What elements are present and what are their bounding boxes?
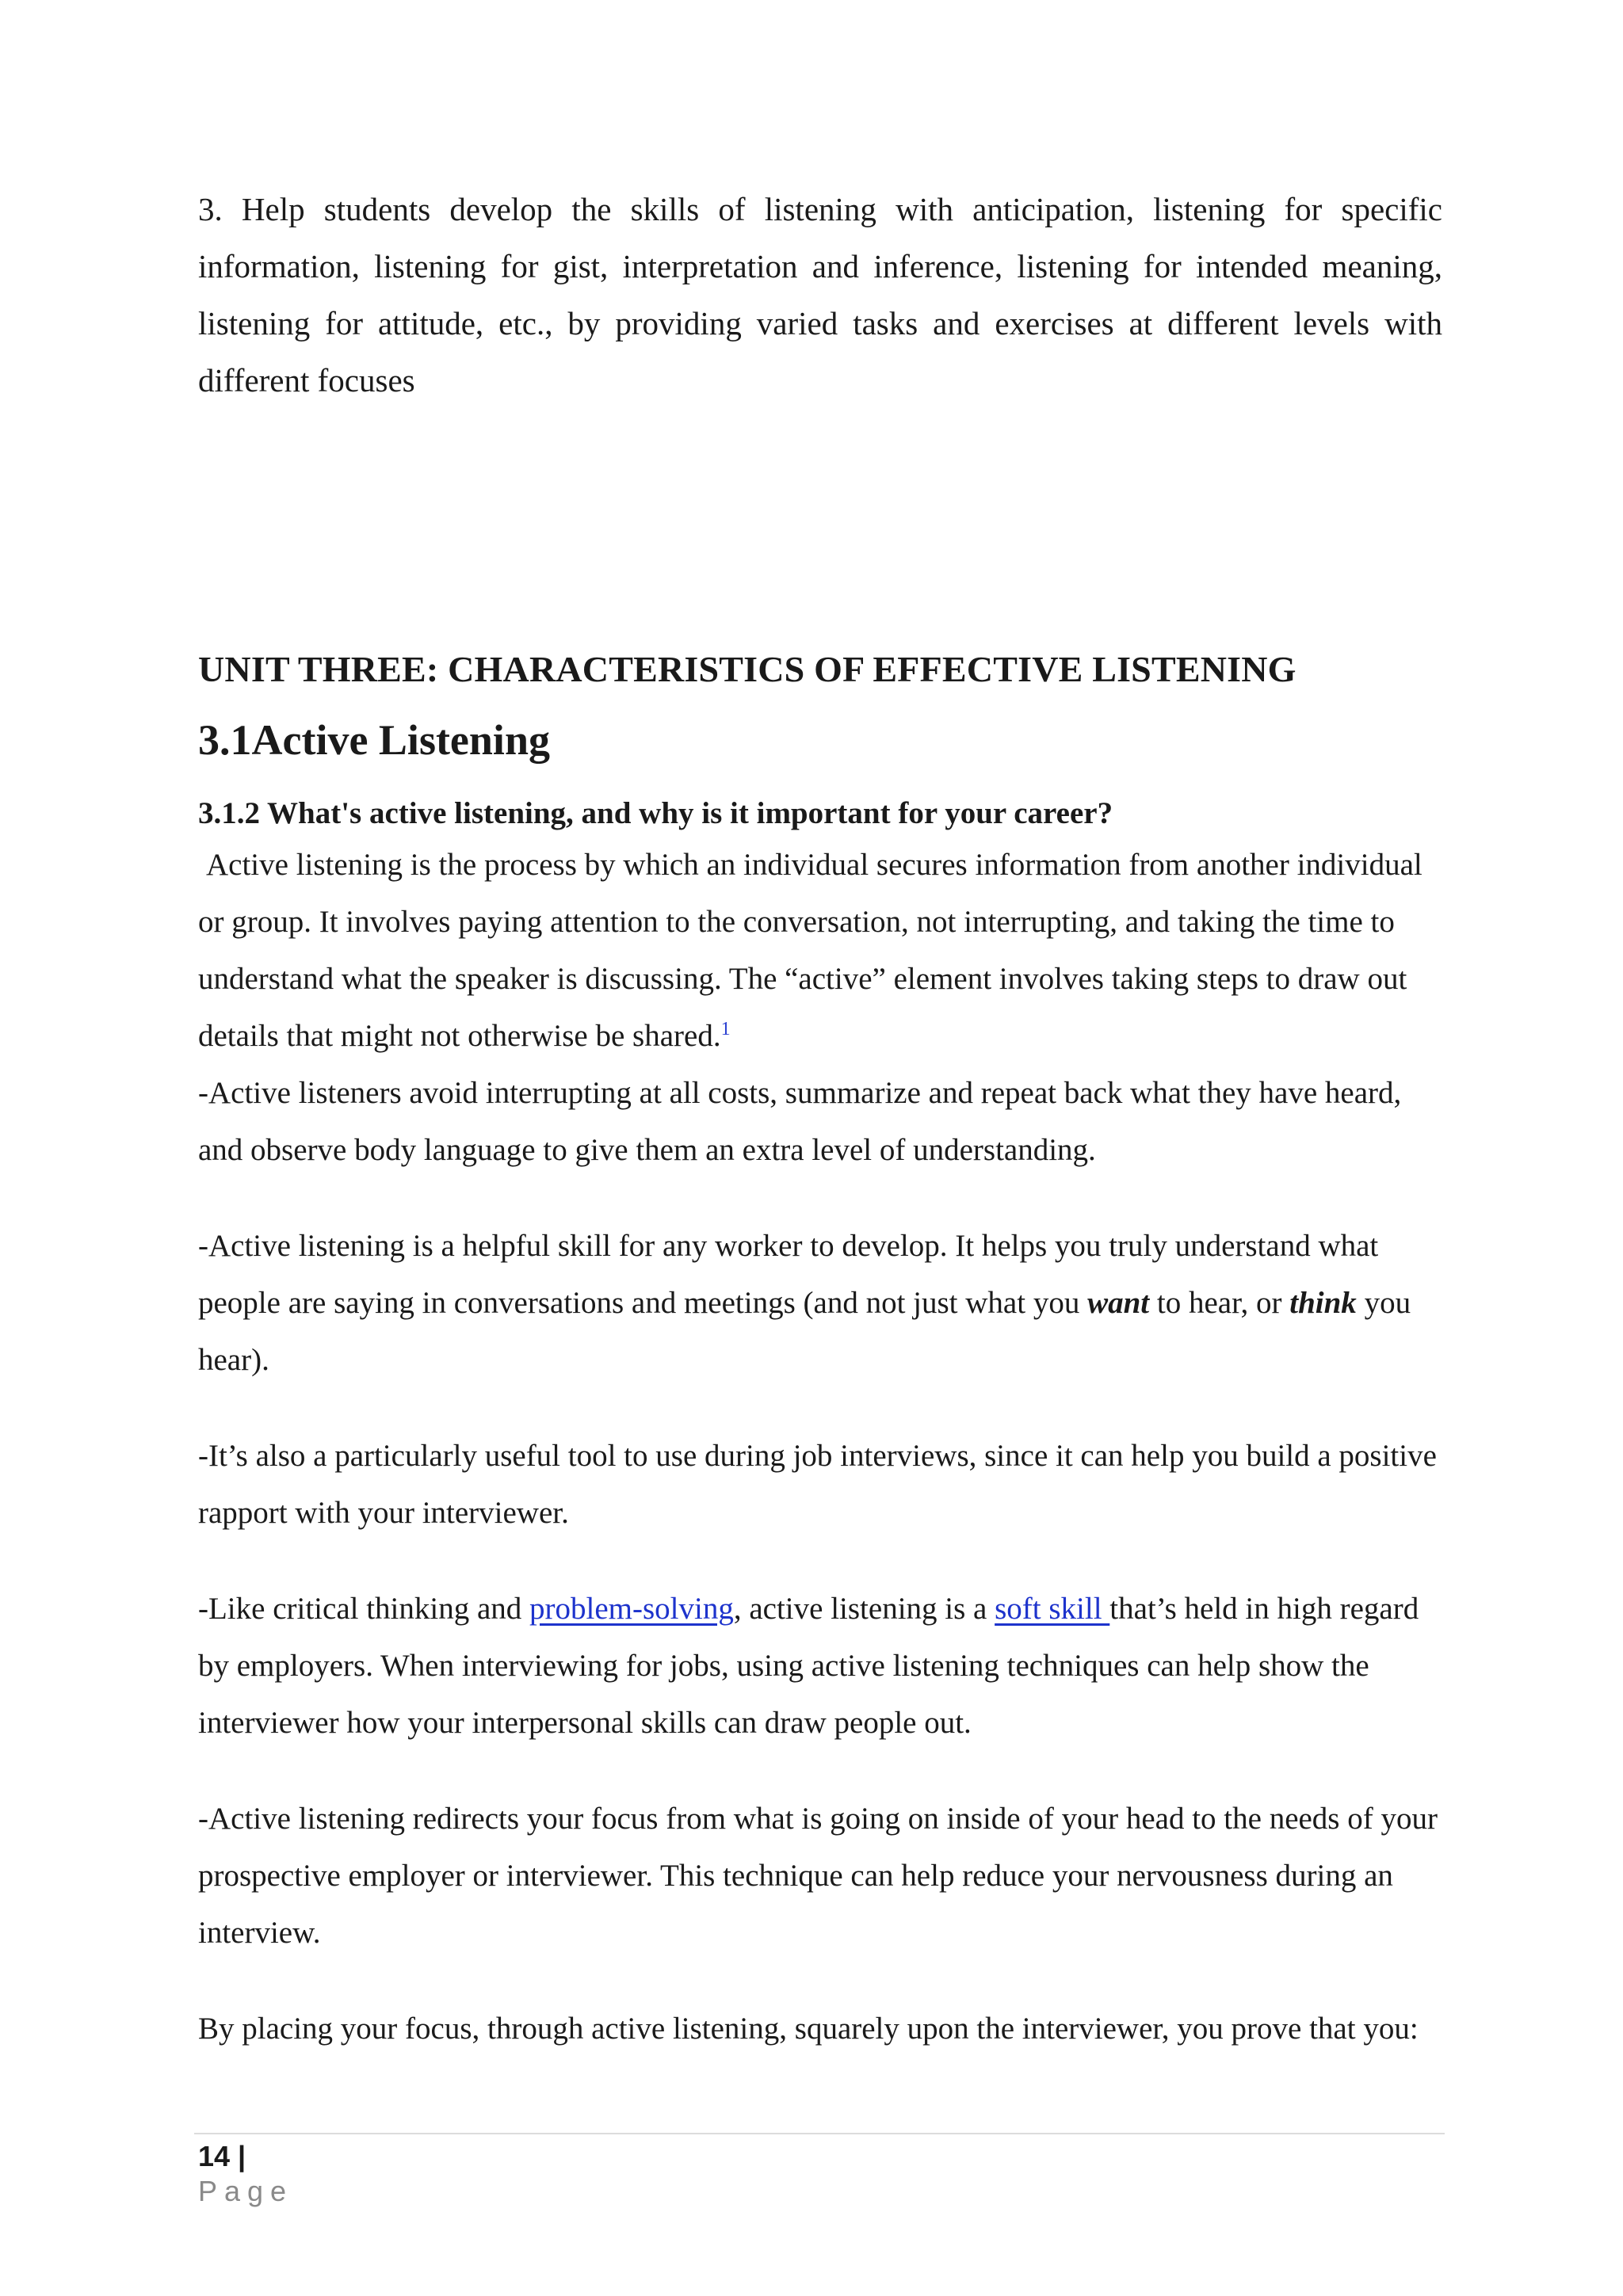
soft-skill-link[interactable]: soft skill: [995, 1592, 1110, 1626]
intro-paragraph: 3. Help students develop the skills of listening with anticipation, listening for specific information, listening for gist, interpretation and inference, listening for intended meaning, listening for attitude, etc., by providing varied tasks and exercises at different levels with different focuses: [198, 191, 1442, 399]
page-number: 14: [198, 2140, 231, 2172]
paragraph-job-interviews: -It’s also a particularly useful tool to use during job interviews, since it can help you build a positive rapport with your interviewer.: [198, 1439, 1437, 1530]
question-heading: 3.1.2 What's active listening, and why is it important for your career?: [198, 796, 1113, 830]
emphasis-want: want: [1087, 1286, 1150, 1320]
emphasis-think: think: [1289, 1286, 1357, 1320]
page-label: Page: [198, 2175, 294, 2207]
paragraph-redirects-focus: -Active listening redirects your focus from what is going on inside of your head to the needs of your prospective employer or interviewer. This technique can help reduce your nervousness during an interview.: [198, 1802, 1438, 1950]
paragraph-helpful-skill: -Active listening is a helpful skill for any worker to develop. It helps you truly understand what people are saying in conversations and meetings (and not just what you want to hear, or think you hear).: [198, 1229, 1411, 1377]
paragraph-definition: Active listening is the process by which an individual secures information from another individual or group. It involves paying attention to the conversation, not interrupting, and taking the time to understand what the speaker is discussing. The “active” element involves taking steps to draw out details that might not otherwise be shared.$^1$: [198, 848, 1423, 1053]
problem-solving-link[interactable]: problem-solving: [529, 1592, 734, 1626]
footer-separator: |: [230, 2140, 246, 2172]
paragraph-active-listeners: -Active listeners avoid interrupting at all costs, summarize and repeat back what they have heard, and observe body language to give them an extra level of understanding.: [198, 1076, 1402, 1167]
footer-divider: [194, 2133, 1445, 2134]
paragraph-soft-skill: -Like critical thinking and problem-solving, active listening is a soft skill that’s held in high regard by employers. When interviewing for jobs, using active listening techniques can help show the interviewer how your interpersonal skills can draw people out.: [198, 1592, 1419, 1740]
footnote-reference[interactable]: 1: [720, 1019, 731, 1039]
page-footer: [198, 2139, 341, 2209]
unit-heading: UNIT THREE: CHARACTERISTICS OF EFFECTIVE LISTENING: [198, 649, 1296, 689]
body-text: [198, 837, 1442, 2058]
section-heading: 3.1Active Listening: [198, 716, 550, 764]
paragraph-placing-focus: By placing your focus, through active listening, squarely upon the interviewer, you prove that you:: [198, 2012, 1419, 2046]
